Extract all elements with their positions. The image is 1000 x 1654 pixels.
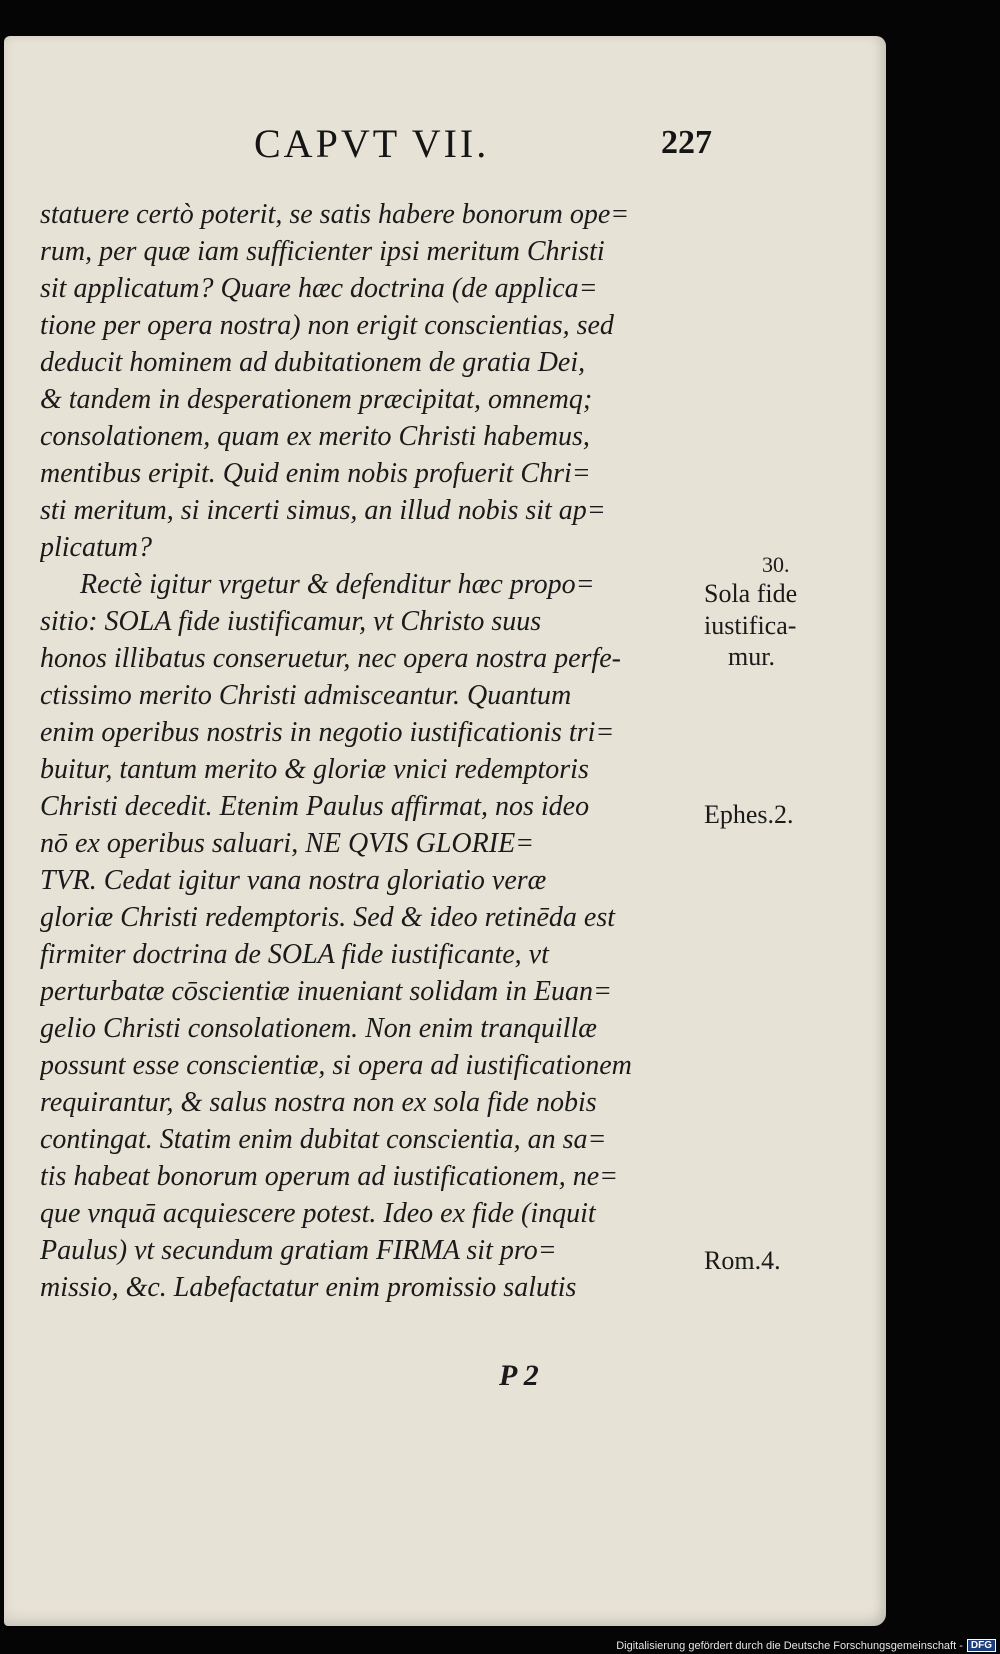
signature-mark: P 2 [499, 1359, 539, 1392]
body-text [40, 196, 692, 1306]
text-line: enim operibus nostris in negotio iustificationis tri= [40, 717, 615, 748]
text-line: tione per opera nostra) non erigit conscientias, sed [40, 310, 614, 341]
text-line: possunt esse conscientiæ, si opera ad iustificationem [40, 1050, 632, 1081]
text-line: nō ex operibus saluari, NE QVIS GLORIE= [40, 828, 535, 859]
book-page [4, 36, 886, 1626]
digitization-credit [616, 1639, 996, 1652]
text-line: rum, per quæ iam sufficienter ipsi meritum Christi [40, 236, 605, 267]
text-line: que vnquā acquiescere potest. Ideo ex fide (inquit [40, 1198, 596, 1229]
text-line: Rectè igitur vrgetur & defenditur hæc propo= [80, 569, 595, 600]
text-line: plicatum? [40, 532, 152, 563]
text-line: deducit hominem ad dubitationem de gratia Dei, [40, 347, 586, 378]
text-line: sti meritum, si incerti simus, an illud nobis sit ap= [40, 495, 606, 526]
text-line: & tandem in desperationem præcipitat, omnemq; [40, 384, 593, 415]
text-line: tis habeat bonorum operum ad iustificationem, ne= [40, 1161, 619, 1192]
text-line: firmiter doctrina de SOLA fide iustificante, vt [40, 939, 549, 970]
text-line: consolationem, quam ex merito Christi habemus, [40, 421, 590, 452]
margin-note-number: 30. [762, 552, 790, 577]
text-line: buitur, tantum merito & gloriæ vnici redemptoris [40, 754, 589, 785]
text-line: Christi decedit. Etenim Paulus affirmat, nos ideo [40, 791, 590, 822]
dfg-logo-icon: DFG [967, 1639, 996, 1652]
credit-text: Digitalisierung gefördert durch die Deutsche Forschungsgemeinschaft - [616, 1639, 963, 1652]
margin-note-reference: Ephes.2. [704, 800, 794, 829]
text-line: Paulus) vt secundum gratiam FIRMA sit pro= [40, 1235, 557, 1266]
margin-note: iustifica- [704, 611, 797, 640]
text-line: honos illibatus conseruetur, nec opera nostra perfe- [40, 643, 621, 674]
margin-note: Sola fide [704, 579, 798, 608]
text-line: perturbatæ cōscientiæ inueniant solidam in Euan= [40, 976, 612, 1007]
text-line: mentibus eripit. Quid enim nobis profuerit Chri= [40, 458, 591, 489]
running-head: CAPVT VII. [254, 121, 490, 166]
text-line: contingat. Statim enim dubitat conscientia, an sa= [40, 1124, 607, 1155]
text-line: missio, &c. Labefactatur enim promissio salutis [40, 1272, 577, 1303]
text-line: TVR. Cedat igitur vana nostra gloriatio veræ [40, 865, 547, 896]
margin-note-reference: Rom.4. [704, 1246, 781, 1275]
page-number: 227 [661, 124, 712, 161]
text-line: ctissimo merito Christi admisceantur. Quantum [40, 680, 572, 711]
text-line: sitio: SOLA fide iustificamur, vt Christo suus [40, 606, 542, 637]
text-line: requirantur, & salus nostra non ex sola fide nobis [40, 1087, 597, 1118]
text-line: sit applicatum? Quare hæc doctrina (de applica= [40, 273, 598, 304]
text-line: statuere certò poterit, se satis habere bonorum ope= [40, 199, 630, 230]
text-line: gelio Christi consolationem. Non enim tranquillæ [40, 1013, 597, 1044]
text-line: gloriæ Christi redemptoris. Sed & ideo retinēda est [40, 902, 616, 933]
margin-notes [704, 36, 884, 1626]
margin-note: mur. [728, 642, 775, 671]
